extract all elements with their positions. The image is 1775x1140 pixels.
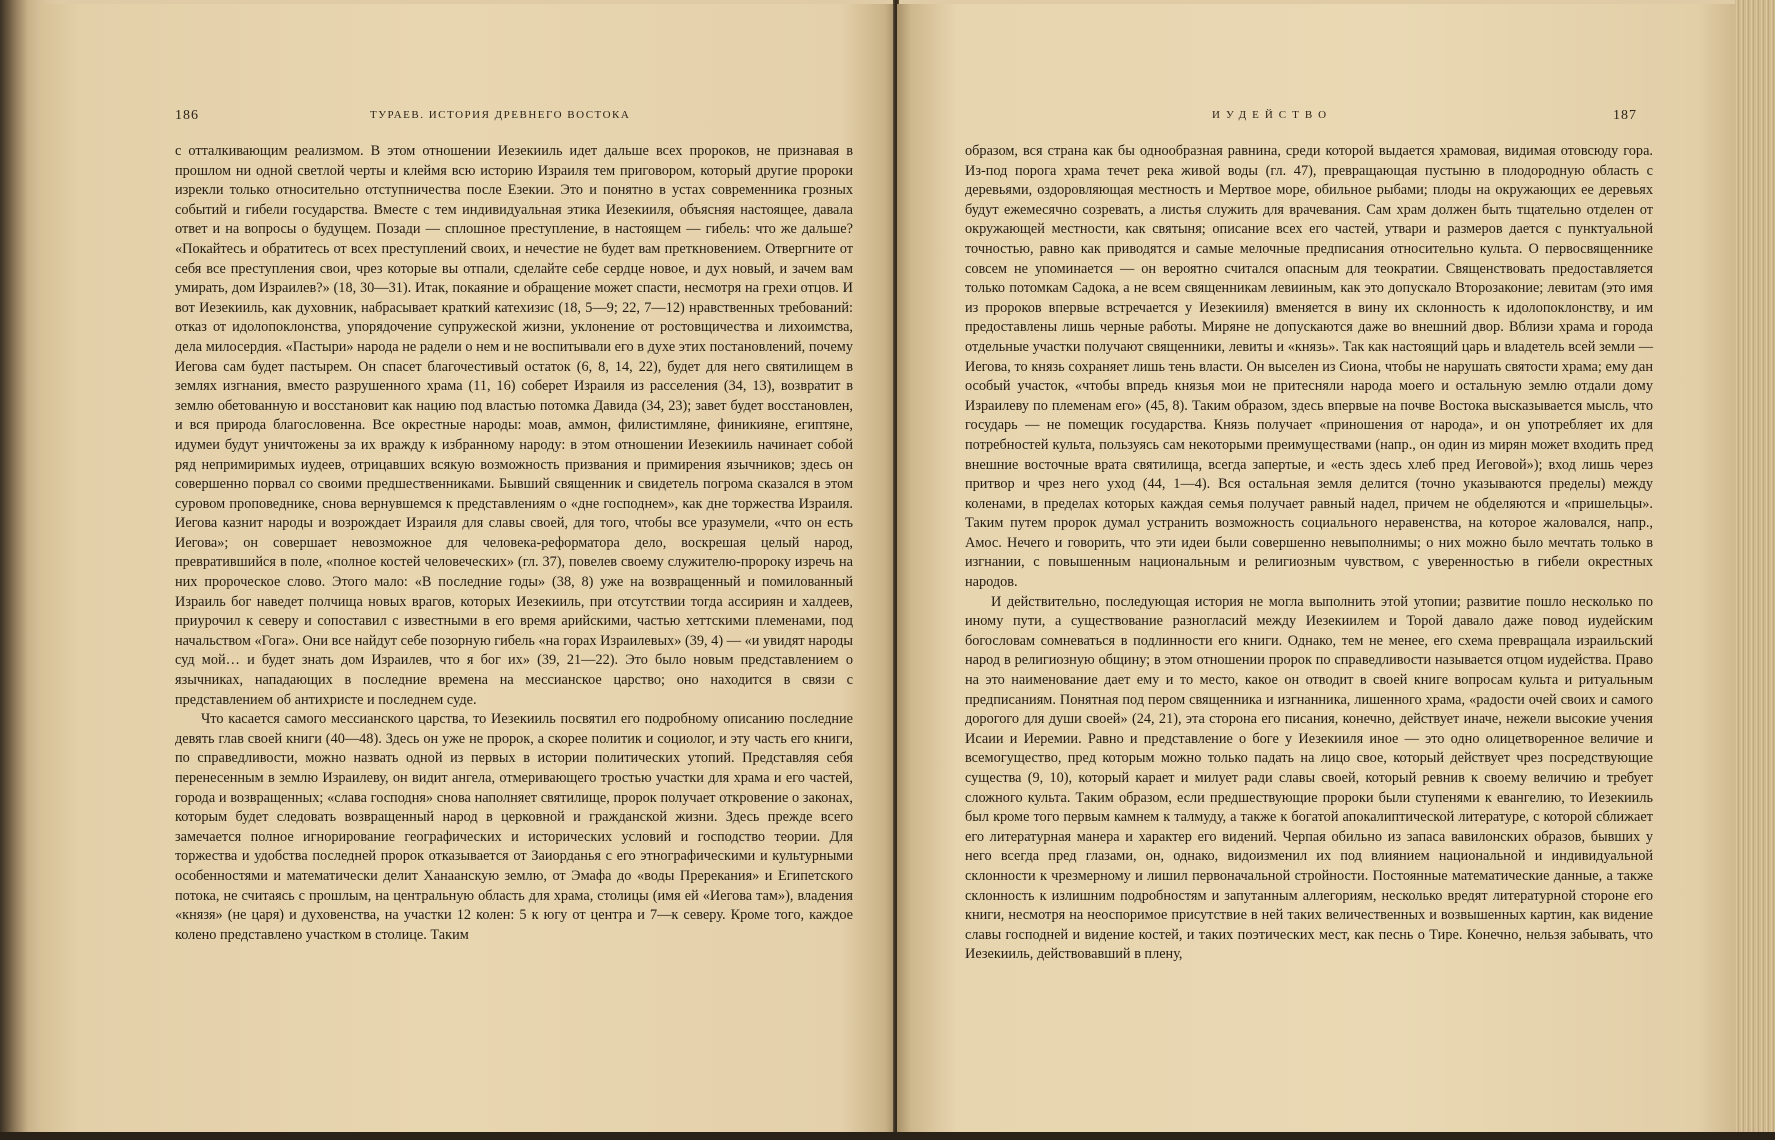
paragraph: с отталкивающим реализмом. В этом отношении Иезекииль идет дальше всех пророков, не признавая в прошлом ни одной светлой черты и клеймя всю историю Израиля тем приговором, который другие пророки изрекли только относительно отступничества после Езекии. Это и понятно в устах современника грозных событий и гибели государства. Вместе с тем индивидуальная этика Иезекииля, объясняя настоящее, давала ответ и на вопросы о будущем. Позади — сплошное преступление, в настоящем — гибель: что же дальше? «Покайтесь и обратитесь от всех преступлений своих, и нечестие не будет вам преткновением. Отвергните от себя все преступления свои, чрез которые вы отпали, сделайте себе сердце новое, и дух новый, и зачем вам умирать, дом Израилев?» (18, 30—31). Итак, покаяние и обращение может спасти, несмотря на грехи отцов. И вот Иезекииль, как духовник, набрасывает краткий катехизис (18, 5—9; 22, 7—12) нравственных требований: отказ от идолопоклонства, упорядочение супружеской жизни, уклонение от ростовщичества и лихоимства, дела милосердия. «Пастыри» народа не радели о нем и не воспитывали его в духе этих постановлений, почему Иегова сам будет пастырем. Он спасет благочестивый остаток (6, 8, 14, 22), будет для него святилищем в землях изгнания, вместо разрушенного храма (11, 16) соберет Израиля из расселения (34, 13), возвратит в землю обетованную и восстановит как нацию под властью потомка Давида (34, 23); завет будет восстановлен, и вся природа благословенна. Все окрестные народы: моав, аммон, филистимляне, финикияне, египтяне, идумеи будут уничтожены за их вражду к избранному народу: в этом отношении Иезекииль начинает собой ряд непримиримых иудеев, отрицавших всякую возможность призвания и примирения язычников; здесь он совершенно порвал со своими предшественниками. Бывший священник и свидетель погрома сказался в этом суровом проповеднике, снова вернувшемся к представлениям о «дне господнем», как дне торжества Израиля. Иегова казнит народы и возрождает Израиля для славы своей, для того, чтобы все уразумели, «что он есть Иегова»; он совершает невозможное для человека-реформатора дело, воскрешая целый народ, превратившийся в поле, «полное костей человеческих» (гл. 37), повелев своему служителю-пророку изречь на них пророческое слово. Этого мало: «В последние годы» (38, 8) уже на возвращенный и помилованный Израиль бог наведет полчища новых врагов, которых Иезекииль, при отсутствии тогда ассириян и халдеев, приурочил к северу и сопоставил с известными в его время арийскими, частью хеттскими племенами, под начальством «Гога». Они все найдут себе позорную гибель «на горах Израилевых» (39, 4) — «и увидят народы суд мой… и будет знать дом Израилев, что я бог их» (39, 21—22). Это было новым представлением о язычниках, нападающих в последние времена на мессианское царство; оно находится в связи с представлением об антихристе и последнем суде. bbox=[175, 143, 853, 708]
right-page-number: 187 bbox=[1613, 108, 1637, 123]
left-page-header bbox=[175, 108, 850, 128]
right-page-body bbox=[965, 142, 1653, 965]
left-page-number: 186 bbox=[175, 108, 199, 123]
paragraph: образом, вся страна как бы однообразная равнина, среди которой выдается храмовая, видимая отовсюду гора. Из-под порога храма течет река живой воды (гл. 47), превращающая пустыню в плодородную область с деревьями, оздоровляющая местность и Мертвое море, обильное рыбами; плоды на окружающих ее деревьях будут ежемесячно созревать, а листья служить для врачевания. Сам храм должен быть тщательно отделен от окружающей местности, как святыня; описание всех его частей, утвари и размеров дается с пунктуальной точностью, равно как приводятся и самые мелочные предписания относительно культа. О первосвященнике совсем не упоминается — он вероятно считался опасным для теократии. Священствовать предоставляется только потомкам Садока, а не всем священникам левииным, как это допускало Второзаконие; левитам (это имя из пророков впервые встречается у Иезекииля) вменяется в вину их склонность к идолопоклонству, и им предоставлены лишь черные работы. Миряне не допускаются даже во внешний двор. Вблизи храма и города отдельные участки получают священники, левиты и «князь». Так как настоящий царь и владетель всей земли — Иегова, то князь сохраняет лишь тень власти. Он выселен из Сиона, чтобы не нарушать святости храма; ему дан особый участок, «чтобы впредь князья мои не притесняли народа моего и остальную землю отдали дому Израилеву по племенам его» (45, 8). Таким образом, здесь впервые на почве Востока высказывается мысль, что государь — не помещик государства. Князь получает «приношения от народа», и он употребляет их для потребностей культа, пользуясь сам некоторыми преимуществами (напр., он один из мирян может входить пред внешние восточные врата святилища, всегда запертые, и «есть здесь хлеб пред Иеговой»); вход лишь через притвор и чрез него уход (44, 1—4). Вся остальная земля делится (точно указываются пределы) между коленами, в пределах которых каждая семья получает равный надел, причем не обделяются и «пришельцы». Таким путем пророк думал устранить возможность социального неравенства, на которое жаловался, напр., Амос. Нечего и говорить, что эти идеи были совершенно невыполнимы; о них можно было мечтать только в изгнании, с повышенным национальным и религиозным чувством, с уверенностью в гибели окрестных народов. bbox=[965, 143, 1653, 591]
book-bottom-edge bbox=[0, 1132, 1775, 1140]
paragraph: И действительно, последующая история не могла выполнить этой утопии; развитие пошло несколько по иному пути, а существование разногласий между Иезекиилем и Торой давало даже повод иудейским богословам сомневаться в подлинности его книги. Однако, тем не менее, его схема превращала израильский народ в религиозную общину; в этом отношении пророк по справедливости называется отцом иудейства. Право на это наименование дает ему и то место, какое он отводит в своей книге вопросам культа и ритуальным предписаниям. Понятная под пером священника и изгнанника, лишенного храма, «радости очей своих и самого дорогого для души своей» (24, 21), эта сторона его писания, конечно, действует иначе, нежели высокие учения Исаии и Иеремии. Равно и представление о боге у Иезекииля иное — это одно олицетворенное величие и всемогущество, пред которым можно только падать на лицо свое, который действует чрез посредствующие существа (9, 10), который карает и милует ради славы своей, который ревнив к своему величию и требует сложного культа. Таким образом, если предшествующие пророки были ступенями к евангелию, то Иезекииль был кроме того первым камнем к талмуду, а также к богатой апокалиптической литературе, с которой сближает его литературная манера и характер его видений. Черпая обильно из запаса вавилонских образов, бывших у него всегда пред глазами, он, однако, видоизменил их под влиянием национальной и индивидуальной склонности к чрезмерному и лишил первоначальной стройности. Постоянные математические данные, а также склонность к излишним подробностям и запутанным аллегориям, несколько вредят литературной стороне его книги, несмотря на неоспоримое присутствие в ней таких величественных и возвышенных картин, как видение славы господней и видение костей, и таких поэтических мест, как песнь о Тире. Конечно, нельзя забывать, что Иезекииль, действовавший в плену, bbox=[965, 593, 1653, 963]
right-page-header bbox=[967, 108, 1647, 128]
left-page-body bbox=[175, 142, 853, 945]
page-edges bbox=[1735, 0, 1775, 1140]
right-running-head: ИУДЕЙСТВО bbox=[1212, 109, 1333, 121]
left-page bbox=[40, 4, 895, 1134]
right-page bbox=[897, 4, 1735, 1134]
paragraph: Что касается самого мессианского царства, то Иезекииль посвятил его подробному описанию последние девять глав своей книги (40—48). Здесь он уже не пророк, а скорее политик и социолог, и эту часть его книги, по справедливости, можно назвать одной из первых в истории политических утопий. Представляя себя перенесенным в землю Израилеву, он видит ангела, отмеривающего тростью участки для храма и его частей, города и возвращенных; «слава господня» снова наполняет святилище, пророк получает откровение о законах, которым будет следовать возвращенный народ в церковной и гражданской жизни. Здесь прежде всего замечается полное игнорирование географических и исторических условий и господство теории. Для торжества и удобства последней пророк отказывается от Заиорданья с его этнографическими и культурными особенностями и математически делит Ханаанскую землю, от Эмафа до «воды Пререкания» и Египетского потока, не считаясь с прошлым, на центральную область для храма, столицы (имя ей «Иегова там»), владения «князя» (не царя) и духовенства, на участки 12 колен: 5 к югу от центра и 7—к северу. Кроме того, каждое колено представлено участком в столице. Таким bbox=[175, 711, 853, 943]
left-running-head: ТУРАЕВ. ИСТОРИЯ ДРЕВНЕГО ВОСТОКА bbox=[370, 109, 631, 121]
